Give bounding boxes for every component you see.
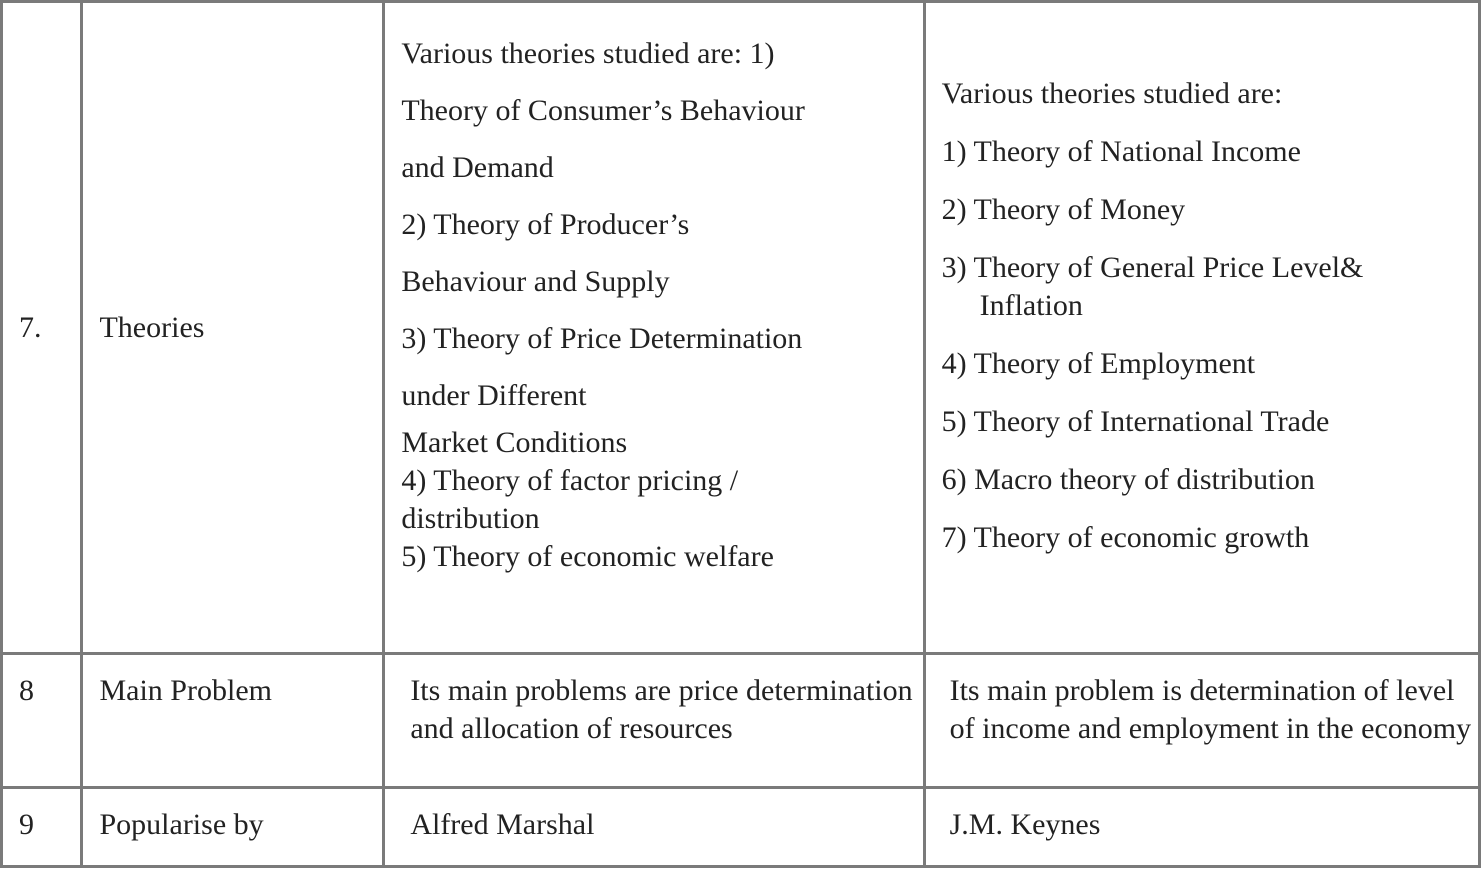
aspect-cell	[82, 2, 384, 654]
table-row	[2, 788, 1480, 867]
micro-theories-cell	[384, 2, 924, 654]
micro-theories-list	[385, 3, 922, 576]
micro-line: 5) Theory of economic welfare	[401, 540, 774, 573]
micro-problem-cell	[384, 654, 924, 788]
table-row	[2, 654, 1480, 788]
aspect-cell	[82, 788, 384, 867]
row-number: 9	[19, 808, 34, 841]
macro-problem-cell	[924, 654, 1479, 788]
aspect-label: Main Problem	[99, 674, 272, 707]
table-row	[2, 2, 1480, 654]
aspect-label: Theories	[99, 310, 205, 344]
aspect-cell	[82, 654, 384, 788]
micro-line: Various theories studied are: 1)	[401, 37, 775, 70]
macro-intro: Various theories studied are:	[941, 77, 1283, 110]
macro-theory-item: 5) Theory of International Trade	[941, 405, 1330, 438]
micro-line: 2) Theory of Producer’s	[401, 208, 690, 241]
micro-line: Theory of Consumer’s Behaviour	[401, 94, 805, 127]
macro-theory-item: 7) Theory of economic growth	[941, 521, 1310, 554]
macro-theory-item: 3) Theory of General Price Level& Inflation	[941, 251, 1364, 322]
aspect-label: Popularise by	[99, 808, 264, 841]
row-number-cell	[2, 788, 82, 867]
micro-line: and Demand	[401, 151, 554, 184]
micro-problem-text: Its main problems are price determination and allocation of resources	[410, 674, 913, 745]
micro-line: 4) Theory of factor pricing /	[401, 464, 739, 497]
micro-line: Market Conditions	[401, 426, 628, 459]
macro-theory-item: 1) Theory of National Income	[941, 135, 1301, 168]
micro-popularised-cell	[384, 788, 924, 867]
row-number: 7.	[19, 310, 42, 344]
row-number-cell	[2, 2, 82, 654]
macro-theory-item: 2) Theory of Money	[941, 193, 1186, 226]
macro-theory-item: 4) Theory of Employment	[941, 347, 1256, 380]
micro-line: distribution	[401, 502, 540, 535]
macro-popularised-text: J.M. Keynes	[949, 808, 1101, 841]
micro-popularised-text: Alfred Marshal	[410, 808, 595, 841]
macro-theories-list	[926, 3, 1478, 557]
row-number-cell	[2, 654, 82, 788]
macro-theory-item: 6) Macro theory of distribution	[941, 463, 1315, 496]
row-number: 8	[19, 674, 34, 707]
micro-line: 3) Theory of Price Determination	[401, 322, 803, 355]
macro-popularised-cell	[924, 788, 1479, 867]
micro-line: under Different	[401, 379, 587, 412]
micro-line: Behaviour and Supply	[401, 265, 670, 298]
macro-theories-cell	[924, 2, 1479, 654]
macro-problem-text: Its main problem is determination of level of income and employment in the economy	[949, 674, 1472, 745]
